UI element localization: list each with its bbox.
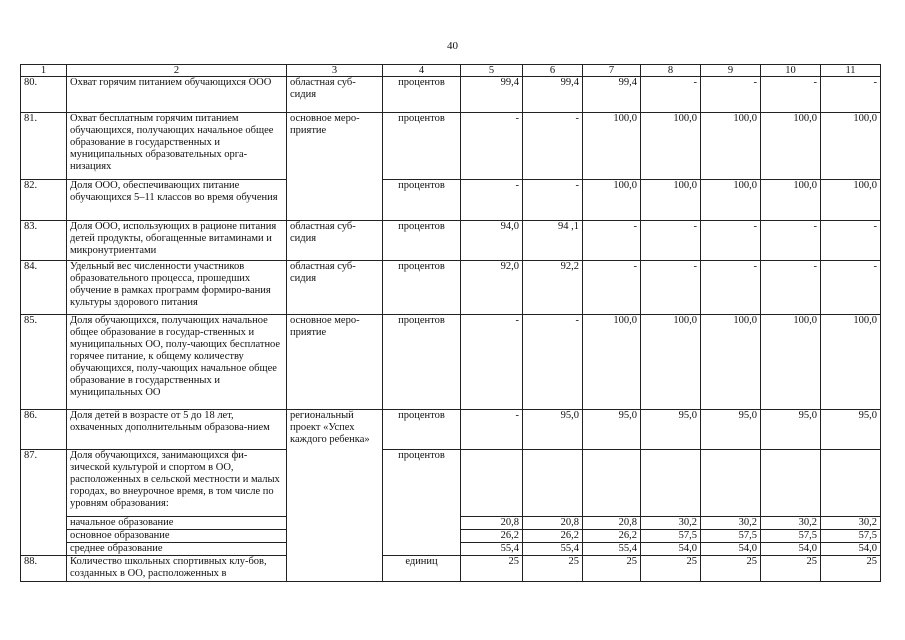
value-cell: - [461, 113, 523, 180]
table-row [21, 315, 881, 410]
value-cell: 26,2 [583, 530, 641, 543]
value-cell: 99,4 [523, 77, 583, 113]
header-row [21, 65, 881, 77]
funding-source: областная суб-сидия [287, 77, 383, 113]
row-number: 84. [21, 261, 67, 315]
funding-source: основное меро-приятие [287, 113, 383, 221]
value-cell: 100,0 [761, 113, 821, 180]
value-cell: 55,4 [461, 543, 523, 556]
indicator-name: начальное образование [67, 517, 287, 530]
page-number: 40 [447, 40, 458, 52]
value-cell: 54,0 [701, 543, 761, 556]
value-cell: 100,0 [701, 180, 761, 221]
row-number: 88. [21, 556, 67, 582]
table-row [21, 221, 881, 261]
value-cell: - [821, 261, 881, 315]
table-row [21, 77, 881, 113]
value-cell: 57,5 [821, 530, 881, 543]
row-number: 82. [21, 180, 67, 221]
row-number: 87. [21, 450, 67, 556]
value-cell: 55,4 [523, 543, 583, 556]
row-number: 81. [21, 113, 67, 180]
value-cell: - [701, 221, 761, 261]
header-cell: 2 [67, 65, 287, 77]
table-row [21, 261, 881, 315]
value-cell [701, 450, 761, 517]
row-number: 83. [21, 221, 67, 261]
value-cell: - [523, 180, 583, 221]
value-cell [821, 450, 881, 517]
value-cell: - [641, 221, 701, 261]
unit: процентов [383, 180, 461, 221]
value-cell: 25 [761, 556, 821, 582]
value-cell: 20,8 [583, 517, 641, 530]
header-cell: 10 [761, 65, 821, 77]
value-cell [461, 450, 523, 517]
header-cell: 9 [701, 65, 761, 77]
row-number: 85. [21, 315, 67, 410]
value-cell: 100,0 [701, 113, 761, 180]
indicator-name: Доля детей в возрасте от 5 до 18 лет, охваченных дополнительным образова-нием [67, 410, 287, 450]
unit: процентов [383, 113, 461, 180]
table-row [21, 450, 881, 517]
header-cell: 1 [21, 65, 67, 77]
funding-source: областная суб-сидия [287, 221, 383, 261]
funding-source: основное меро-приятие [287, 315, 383, 410]
unit: процентов [383, 410, 461, 450]
header-cell: 4 [383, 65, 461, 77]
value-cell: - [583, 261, 641, 315]
indicator-name: Охват горячим питанием обучающихся ООО [67, 77, 287, 113]
value-cell: 100,0 [641, 315, 701, 410]
value-cell: 26,2 [461, 530, 523, 543]
value-cell: 20,8 [523, 517, 583, 530]
value-cell: 92,0 [461, 261, 523, 315]
value-cell: 57,5 [701, 530, 761, 543]
value-cell: - [761, 261, 821, 315]
value-cell: 92,2 [523, 261, 583, 315]
value-cell: 100,0 [701, 315, 761, 410]
value-cell: 25 [583, 556, 641, 582]
value-cell: 100,0 [821, 113, 881, 180]
value-cell: 100,0 [821, 180, 881, 221]
value-cell: - [583, 221, 641, 261]
value-cell: 95,0 [583, 410, 641, 450]
table-row [21, 180, 881, 221]
value-cell: 100,0 [641, 113, 701, 180]
indicator-name: Удельный вес численности участников образовательного процесса, прошедших обучение в рамках программ формиро-вания культуры здорового питания [67, 261, 287, 315]
value-cell: 99,4 [583, 77, 641, 113]
value-cell: 30,2 [701, 517, 761, 530]
value-cell: 30,2 [821, 517, 881, 530]
value-cell [523, 450, 583, 517]
value-cell: - [461, 410, 523, 450]
value-cell: - [641, 77, 701, 113]
value-cell: - [523, 315, 583, 410]
value-cell [641, 450, 701, 517]
indicator-name: основное образование [67, 530, 287, 543]
value-cell: - [523, 113, 583, 180]
value-cell [583, 450, 641, 517]
value-cell: 95,0 [761, 410, 821, 450]
value-cell: 25 [701, 556, 761, 582]
value-cell: 94 ,1 [523, 221, 583, 261]
value-cell: - [641, 261, 701, 315]
value-cell: 99,4 [461, 77, 523, 113]
table-row [21, 410, 881, 450]
indicator-name: среднее образование [67, 543, 287, 556]
unit: процентов [383, 261, 461, 315]
unit: единиц [383, 556, 461, 582]
value-cell: - [701, 261, 761, 315]
value-cell: - [821, 221, 881, 261]
unit: процентов [383, 315, 461, 410]
value-cell: 26,2 [523, 530, 583, 543]
value-cell: 95,0 [701, 410, 761, 450]
value-cell: 100,0 [583, 180, 641, 221]
indicators-table [20, 64, 881, 582]
value-cell: 30,2 [641, 517, 701, 530]
value-cell: 95,0 [523, 410, 583, 450]
value-cell: 54,0 [641, 543, 701, 556]
header-cell: 3 [287, 65, 383, 77]
value-cell: 100,0 [583, 315, 641, 410]
value-cell: 25 [821, 556, 881, 582]
value-cell: 100,0 [641, 180, 701, 221]
value-cell: 100,0 [761, 180, 821, 221]
value-cell: 30,2 [761, 517, 821, 530]
indicator-name: Доля обучающихся, занимающихся фи-зической культурой и спортом в ОО, расположенных в сельской местности и малых городах, во внеурочное время, в том числе по уровням образования: [67, 450, 287, 517]
value-cell: 100,0 [583, 113, 641, 180]
value-cell: 94,0 [461, 221, 523, 261]
table-row [21, 556, 881, 582]
value-cell: 54,0 [761, 543, 821, 556]
indicator-name: Доля обучающихся, получающих начальное общее образование в государ-ственных и муниципальных ОО, полу-чающих бесплатное горячее питание, к общему количеству обучающихся, полу-чающих начальное общее образование в государственных и муниципальных ОО [67, 315, 287, 410]
value-cell: 25 [461, 556, 523, 582]
value-cell: 54,0 [821, 543, 881, 556]
value-cell: 25 [641, 556, 701, 582]
value-cell: 57,5 [761, 530, 821, 543]
value-cell: 95,0 [641, 410, 701, 450]
value-cell [761, 450, 821, 517]
value-cell: 95,0 [821, 410, 881, 450]
indicator-name: Охват бесплатным горячим питанием обучающихся, получающих начальное общее образование в государственных и муниципальных образовательных орга-низациях [67, 113, 287, 180]
unit: процентов [383, 450, 461, 556]
value-cell: 100,0 [821, 315, 881, 410]
header-cell: 6 [523, 65, 583, 77]
header-cell: 8 [641, 65, 701, 77]
value-cell: 20,8 [461, 517, 523, 530]
funding-source: областная суб-сидия [287, 261, 383, 315]
value-cell: - [461, 180, 523, 221]
header-cell: 7 [583, 65, 641, 77]
indicator-name: Количество школьных спортивных клу-бов, созданных в ОО, расположенных в [67, 556, 287, 582]
row-number: 80. [21, 77, 67, 113]
unit: процентов [383, 77, 461, 113]
value-cell: - [701, 77, 761, 113]
value-cell: 25 [523, 556, 583, 582]
value-cell: - [821, 77, 881, 113]
header-cell: 5 [461, 65, 523, 77]
value-cell: 55,4 [583, 543, 641, 556]
header-cell: 11 [821, 65, 881, 77]
unit: процентов [383, 221, 461, 261]
value-cell: - [761, 77, 821, 113]
table-row [21, 113, 881, 180]
value-cell: 57,5 [641, 530, 701, 543]
value-cell: - [461, 315, 523, 410]
indicator-name: Доля ООО, обеспечивающих питание обучающихся 5–11 классов во время обучения [67, 180, 287, 221]
row-number: 86. [21, 410, 67, 450]
value-cell: - [761, 221, 821, 261]
value-cell: 100,0 [761, 315, 821, 410]
funding-source: региональный проект «Успех каждого ребенка» [287, 410, 383, 582]
indicator-name: Доля ООО, использующих в рационе питания детей продукты, обогащенные витаминами и микронутриентами [67, 221, 287, 261]
